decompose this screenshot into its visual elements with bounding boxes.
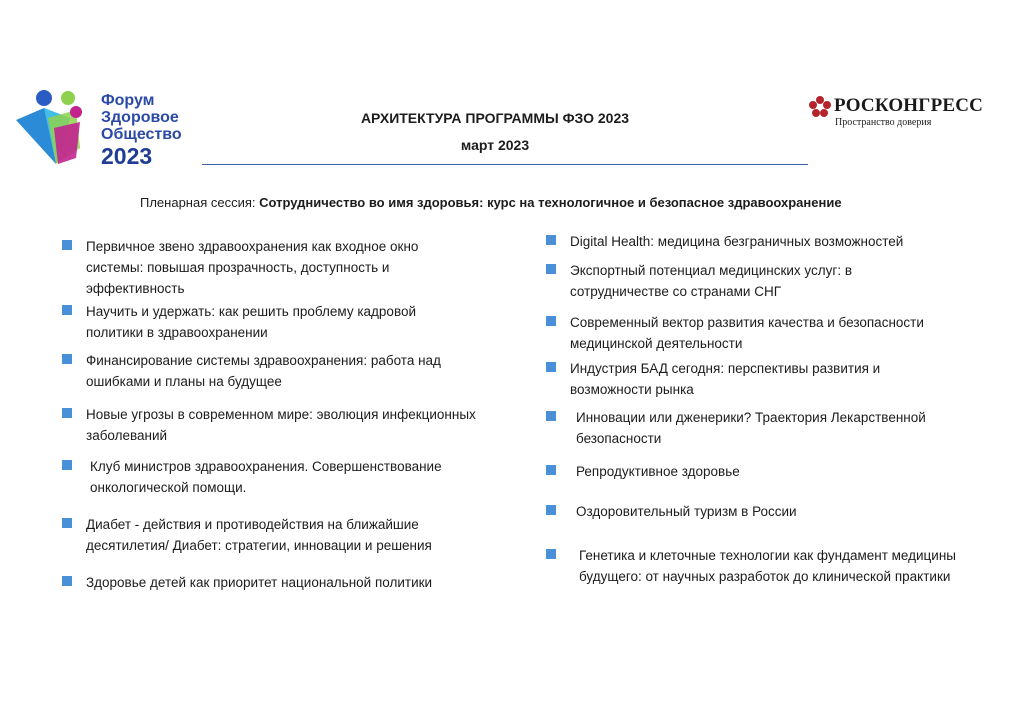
list-item bbox=[546, 501, 1006, 522]
bullet-icon bbox=[546, 411, 556, 421]
roscongress-flower-icon bbox=[808, 95, 832, 119]
list-item bbox=[62, 456, 532, 498]
page-subtitle: март 2023 bbox=[460, 137, 530, 153]
session-topic: Первичное звено здравоохранения как входное окно системы: повышая прозрачность, доступность и эффективность bbox=[86, 239, 419, 296]
list-item bbox=[62, 350, 522, 392]
session-topic: Генетика и клеточные технологии как фундамент медицины будущего: от научных разработок до клинической практики bbox=[579, 548, 956, 584]
session-topic: Современный вектор развития качества и безопасности медицинской деятельности bbox=[570, 315, 924, 351]
session-topic: Инновации или дженерики? Траектория Лекарственной безопасности bbox=[576, 410, 926, 446]
list-item bbox=[62, 404, 532, 446]
session-topic: Клуб министров здравоохранения. Совершенствование онкологической помощи. bbox=[90, 459, 442, 495]
list-item bbox=[62, 301, 522, 343]
bullet-icon bbox=[546, 549, 556, 559]
bullet-icon bbox=[62, 354, 72, 364]
list-item bbox=[62, 514, 532, 556]
list-item bbox=[546, 358, 1006, 400]
session-topic: Научить и удержать: как решить проблему кадровой политики в здравоохранении bbox=[86, 304, 417, 340]
session-topic: Экспортный потенциал медицинских услуг: в сотрудничестве со странами СНГ bbox=[570, 263, 853, 299]
session-topic: Оздоровительный туризм в России bbox=[576, 504, 797, 519]
session-topic: Здоровье детей как приоритет национальной политики bbox=[86, 575, 433, 590]
bullet-icon bbox=[546, 505, 556, 515]
bullet-icon bbox=[62, 240, 72, 250]
session-topic: Диабет - действия и противодействия на ближайшие десятилетия/ Диабет: стратегии, инновации и решения bbox=[86, 517, 432, 553]
logo-word-forum: Форум bbox=[101, 92, 155, 109]
plenary-label: Пленарная сессия: bbox=[140, 195, 260, 210]
list-item bbox=[546, 312, 1006, 354]
list-item bbox=[62, 572, 532, 593]
bullet-icon bbox=[546, 316, 556, 326]
page-title: АРХИТЕКТУРА ПРОГРАММЫ ФЗО 2023 bbox=[360, 110, 630, 126]
bullet-icon bbox=[62, 305, 72, 315]
session-topic: Финансирование системы здравоохранения: работа над ошибками и планы на будущее bbox=[86, 353, 441, 389]
plenary-session bbox=[140, 195, 842, 210]
list-item bbox=[546, 461, 1006, 482]
list-item bbox=[546, 260, 1006, 302]
roscongress-logo bbox=[808, 95, 998, 135]
session-topic: Digital Health: медицина безграничных возможностей bbox=[570, 234, 904, 249]
logo-word-society: Общество bbox=[101, 126, 182, 143]
bullet-icon bbox=[546, 235, 556, 245]
bullet-icon bbox=[62, 408, 72, 418]
list-item bbox=[546, 231, 1006, 252]
bullet-icon bbox=[62, 460, 72, 470]
logo-year: 2023 bbox=[101, 143, 153, 169]
forum-emblem-icon bbox=[14, 88, 100, 168]
bullet-icon bbox=[62, 518, 72, 528]
header-divider bbox=[202, 164, 808, 165]
list-item bbox=[62, 236, 522, 299]
plenary-topic: Сотрудничество во имя здоровья: курс на технологичное и безопасное здравоохранение bbox=[259, 195, 842, 210]
list-item bbox=[546, 407, 1006, 449]
bullet-icon bbox=[546, 264, 556, 274]
bullet-icon bbox=[546, 465, 556, 475]
session-topic: Индустрия БАД сегодня: перспективы развития и возможности рынка bbox=[570, 361, 881, 397]
logo-word-healthy: Здоровое bbox=[101, 109, 179, 126]
bullet-icon bbox=[62, 576, 72, 586]
roscongress-brand: РОСКОНГРЕСС bbox=[834, 95, 984, 116]
list-item bbox=[546, 545, 1016, 587]
forum-logo bbox=[14, 88, 194, 168]
roscongress-tagline: Пространство доверия bbox=[835, 117, 932, 128]
session-topic: Новые угрозы в современном мире: эволюция инфекционных заболеваний bbox=[86, 407, 476, 443]
session-topic: Репродуктивное здоровье bbox=[576, 464, 740, 479]
bullet-icon bbox=[546, 362, 556, 372]
